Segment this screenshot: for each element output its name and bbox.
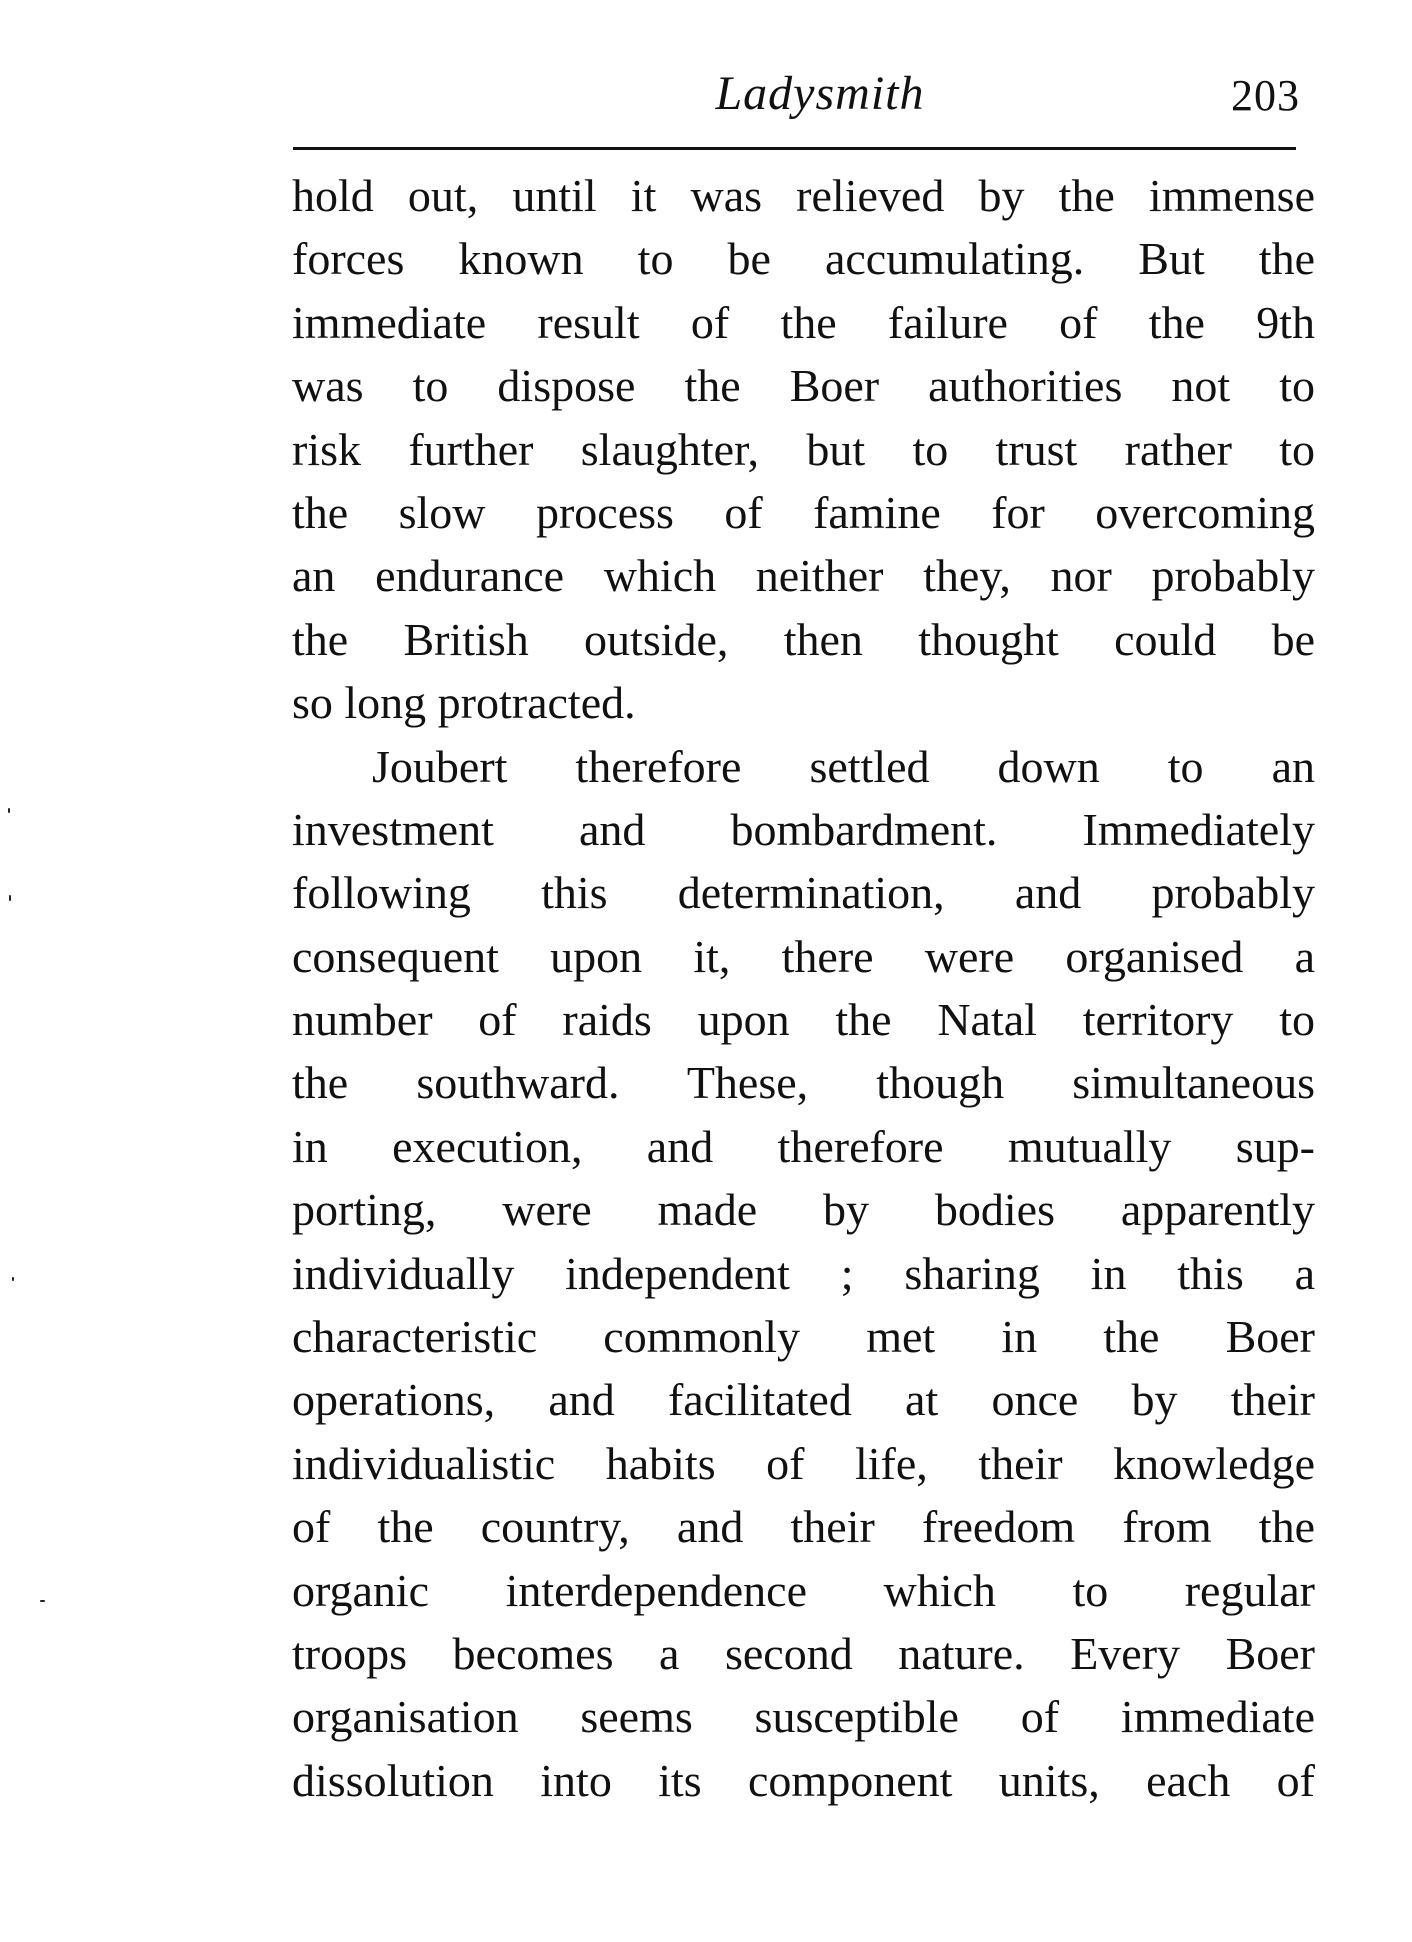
text-line: consequent upon it, there were organised a bbox=[292, 930, 1315, 982]
text-line: troops becomes a second nature. Every Boer bbox=[292, 1627, 1315, 1679]
scan-speck bbox=[12, 1277, 14, 1281]
text-line: the slow process of famine for overcoming bbox=[292, 486, 1315, 538]
text-line: individualistic habits of life, their knowledge bbox=[292, 1437, 1315, 1489]
text-line: porting, were made by bodies apparently bbox=[292, 1184, 1315, 1236]
text-line: Joubert therefore settled down to an bbox=[372, 740, 1315, 792]
text-line: organisation seems susceptible of immediate bbox=[292, 1691, 1315, 1743]
scan-speck bbox=[8, 808, 10, 813]
page-number: 203 bbox=[1231, 71, 1300, 120]
text-line: the British outside, then thought could be bbox=[292, 613, 1315, 665]
text-line: operations, and facilitated at once by their bbox=[292, 1374, 1315, 1426]
text-line: forces known to be accumulating. But the bbox=[292, 233, 1315, 285]
text-line: immediate result of the failure of the 9th bbox=[292, 296, 1315, 348]
running-title: Ladysmith bbox=[715, 67, 925, 120]
text-line: characteristic commonly met in the Boer bbox=[292, 1311, 1315, 1363]
header-rule bbox=[293, 147, 1296, 150]
text-line: number of raids upon the Natal territory to bbox=[292, 994, 1315, 1046]
text-line: risk further slaughter, but to trust rather to bbox=[292, 423, 1315, 475]
text-line: dissolution into its component units, each of bbox=[292, 1754, 1315, 1806]
body-text bbox=[292, 164, 1315, 1812]
text-line: individually independent ; sharing in this a bbox=[292, 1247, 1315, 1299]
text-line: so long protracted. bbox=[292, 677, 636, 729]
text-line: of the country, and their freedom from the bbox=[292, 1501, 1315, 1553]
text-line: an endurance which neither they, nor probably bbox=[292, 550, 1315, 602]
text-line: was to dispose the Boer authorities not to bbox=[292, 360, 1315, 412]
scan-speck bbox=[40, 1600, 45, 1602]
text-line: in execution, and therefore mutually sup- bbox=[292, 1120, 1315, 1172]
text-line: organic interdependence which to regular bbox=[292, 1564, 1315, 1616]
text-line: the southward. These, though simultaneous bbox=[292, 1057, 1315, 1109]
text-line: investment and bombardment. Immediately bbox=[292, 803, 1315, 855]
paragraph-2 bbox=[292, 735, 1315, 1813]
paragraph-1 bbox=[292, 164, 1315, 735]
scan-speck bbox=[9, 895, 11, 901]
text-line: hold out, until it was relieved by the immense bbox=[292, 170, 1315, 221]
text-line: following this determination, and probably bbox=[292, 867, 1315, 919]
